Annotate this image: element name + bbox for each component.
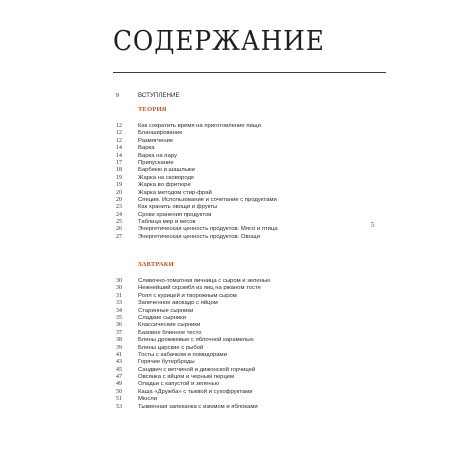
toc-entry[interactable] xyxy=(116,153,386,160)
toc-entry-label: Блины царские с рыбой xyxy=(138,344,204,351)
toc-entry[interactable] xyxy=(116,160,386,167)
toc-entry-label: Жарка методом стир-фрай xyxy=(138,189,212,196)
toc-entry-label: Тосты с кабачком и помидорами xyxy=(138,351,227,358)
toc-entry-label: Мюсли xyxy=(138,396,157,403)
toc-page-number: 36 xyxy=(116,322,122,329)
toc-entry[interactable] xyxy=(116,175,386,182)
toc-page-number: 19 xyxy=(116,174,122,181)
toc-page-number: 17 xyxy=(116,159,122,166)
side-page-number: 5 xyxy=(371,221,375,229)
breakfast-entry-list xyxy=(116,278,386,411)
toc-entry-label: Как сократить время на приготовление пищи xyxy=(138,123,261,129)
toc-entry-label: Старинные сырники xyxy=(138,307,194,314)
toc-entry[interactable] xyxy=(116,404,386,411)
toc-entry[interactable] xyxy=(116,345,386,352)
toc-page-number: 50 xyxy=(116,388,122,395)
intro-page-number: 9 xyxy=(116,92,120,99)
page-title: СОДЕРЖАНИЕ xyxy=(113,26,325,57)
toc-entry-label: Варка xyxy=(138,145,155,152)
toc-entry[interactable] xyxy=(116,337,386,344)
title-divider xyxy=(113,72,386,73)
toc-entry-label: Энергетическая ценность продуктов. Овощи xyxy=(138,233,260,240)
toc-entry-label: Таблица мер и весов xyxy=(138,219,196,226)
toc-page-number: 34 xyxy=(116,307,122,314)
toc-page-number: 38 xyxy=(116,337,122,344)
toc-entry-label: Жарка на сковороде xyxy=(138,174,195,181)
section-heading-theory: ТЕОРИЯ xyxy=(138,106,167,113)
toc-page-number: 25 xyxy=(116,219,122,226)
toc-page-number: 49 xyxy=(116,381,122,388)
toc-entry-label: Специи. Использование и сочетание с продуктами xyxy=(138,196,277,203)
toc-entry-label: Варка на пару xyxy=(138,152,177,159)
toc-entry-label: Классические сырники xyxy=(138,322,201,329)
toc-entry[interactable] xyxy=(116,204,386,211)
toc-page-number: 35 xyxy=(116,314,122,321)
toc-entry[interactable] xyxy=(116,234,386,241)
toc-page-number: 23 xyxy=(116,204,122,211)
toc-page-number: 12 xyxy=(116,130,122,137)
toc-entry-label: Сандвич с ветчиной и дижонской горчицей xyxy=(138,366,256,373)
toc-entry-label: Каша «Дружба» с тыквой и сухофруктами xyxy=(138,388,253,395)
toc-entry-label: Овсянка с яйцом и черным перцем xyxy=(138,374,235,381)
toc-entry-label: Жарка во фритюре xyxy=(138,182,191,189)
toc-entry[interactable] xyxy=(116,138,386,145)
theory-entry-list xyxy=(116,123,386,241)
toc-entry-label: Блины дрожжевые с яблочной карамелью xyxy=(138,337,254,344)
intro-label: ВСТУПЛЕНИЕ xyxy=(138,92,180,99)
toc-entry-label: Барбекю и шашлыки xyxy=(138,167,195,174)
toc-entry-label: Тыквенная запеканка с изюмом и яблоками xyxy=(138,403,258,410)
toc-entry[interactable] xyxy=(116,145,386,152)
toc-page-number: 39 xyxy=(116,344,122,351)
toc-entry-label: Запеченное авокадо с яйцом xyxy=(138,300,218,307)
toc-entry[interactable] xyxy=(116,396,386,403)
toc-entry[interactable] xyxy=(116,315,386,322)
toc-entry[interactable] xyxy=(116,359,386,366)
toc-entry[interactable] xyxy=(116,182,386,189)
toc-entry[interactable] xyxy=(116,219,386,226)
toc-page-number: 31 xyxy=(116,292,122,299)
toc-page-number: 41 xyxy=(116,351,122,358)
toc-entry-label: Как хранить овощи и фрукты xyxy=(138,204,218,211)
toc-entry-label: Нежнейший скрэмбл из яиц на ржаном тосте xyxy=(138,285,261,292)
toc-entry-label: Сливочно-томатная яичница с сыром и зеленью xyxy=(138,278,271,284)
toc-page-number: 53 xyxy=(116,403,122,410)
toc-entry-label: Базовое блинное тесто xyxy=(138,329,202,336)
toc-page-number: 19 xyxy=(116,182,122,189)
toc-page-number: 45 xyxy=(116,366,122,373)
toc-entry[interactable] xyxy=(116,226,386,233)
toc-page-number: 12 xyxy=(116,137,122,144)
toc-entry[interactable] xyxy=(116,167,386,174)
toc-entry[interactable] xyxy=(116,381,386,388)
toc-entry[interactable] xyxy=(116,197,386,204)
toc-page-number: 30 xyxy=(116,285,122,292)
toc-page-number: 43 xyxy=(116,359,122,366)
toc-entry[interactable] xyxy=(116,308,386,315)
toc-page-number: 30 xyxy=(116,278,122,284)
toc-page-number: 37 xyxy=(116,329,122,336)
toc-entry[interactable] xyxy=(116,322,386,329)
toc-page-number: 24 xyxy=(116,211,122,218)
toc-page-number: 51 xyxy=(116,396,122,403)
toc-entry[interactable] xyxy=(116,352,386,359)
toc-entry[interactable] xyxy=(116,123,386,130)
toc-page-number: 26 xyxy=(116,226,122,233)
toc-page-number: 14 xyxy=(116,152,122,159)
toc-entry[interactable] xyxy=(116,285,386,292)
toc-entry-label: Горячие бутерброды xyxy=(138,359,195,366)
toc-entry[interactable] xyxy=(116,212,386,219)
toc-entry-label: Припускание xyxy=(138,159,174,166)
toc-page-number: 27 xyxy=(116,233,122,240)
toc-entry[interactable] xyxy=(116,190,386,197)
toc-entry-label: Сладкие сырники xyxy=(138,314,187,321)
toc-page-number: 14 xyxy=(116,145,122,152)
section-heading-breakfast: ЗАВТРАКИ xyxy=(138,261,174,268)
toc-entry-label: Ролл с курицей и творожным сыром xyxy=(138,292,237,299)
toc-entry[interactable] xyxy=(116,300,386,307)
toc-entry-label: Энергетическая ценность продуктов. Мясо и птица xyxy=(138,226,278,233)
toc-page-number: 33 xyxy=(116,300,122,307)
toc-entry-label: Оладьи с капустой и зеленью xyxy=(138,381,220,388)
toc-entry-label: Бланширование xyxy=(138,130,183,137)
toc-entry-label: Сроки хранения продуктов xyxy=(138,211,212,218)
toc-page-number: 18 xyxy=(116,167,122,174)
toc-page-number: 47 xyxy=(116,374,122,381)
toc-entry-label: Размягчение xyxy=(138,137,174,144)
toc-entry[interactable] xyxy=(116,130,386,137)
intro-entry[interactable] xyxy=(116,91,376,101)
toc-entry[interactable] xyxy=(116,389,386,396)
toc-page-number: 12 xyxy=(116,123,122,129)
toc-entry[interactable] xyxy=(116,367,386,374)
toc-page-number: 20 xyxy=(116,189,122,196)
toc-page-number: 20 xyxy=(116,196,122,203)
